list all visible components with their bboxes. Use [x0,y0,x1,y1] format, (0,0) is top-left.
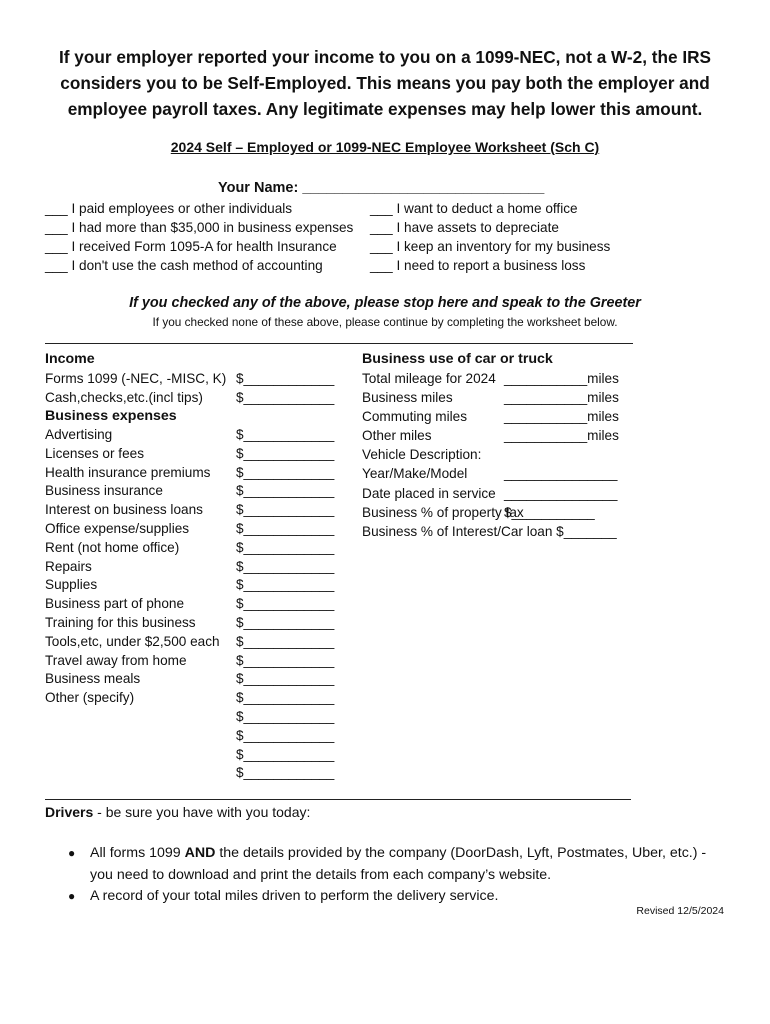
drivers-line [45,804,310,820]
form-row [45,482,355,501]
row-label: Interest on business loans [45,502,203,518]
form-row [45,558,355,577]
entry-field[interactable]: $___________ [504,504,595,520]
income-rows [45,369,355,407]
entry-field[interactable]: $____________ [236,727,335,743]
entry-field[interactable]: ___________miles [504,390,619,406]
expense-rows [45,426,355,783]
checklist-item[interactable]: ___ I paid employees or other individuals [45,201,293,216]
entry-field[interactable]: $____________ [236,614,335,630]
intro-line-2: considers you to be Self-Employed. This means you pay both the employer and [60,73,710,93]
car-heading: Business use of car or truck [362,351,553,367]
form-row [362,503,662,522]
row-label: Rent (not home office) [45,539,180,555]
drivers-list [68,843,728,908]
form-row [45,614,355,633]
row-label: Total mileage for 2024 [362,371,496,386]
entry-field[interactable]: $____________ [236,577,335,593]
checklist-item[interactable]: ___ I want to deduct a home office [370,201,578,216]
entry-field[interactable]: $____________ [236,464,335,480]
checklist-right [370,199,610,275]
row-label: Business meals [45,671,141,687]
row-label: Advertising [45,427,113,442]
form-row [45,464,355,483]
row-label: Office expense/supplies [45,520,190,536]
continue-notice: If you checked none of these above, please continue by completing the worksheet below. [152,315,618,329]
row-label: Business % of property tax [362,504,524,520]
row-label: Health insurance premiums [45,464,211,480]
entry-field[interactable]: _______________ [504,485,618,501]
row-label: Licenses or fees [45,445,144,461]
entry-field[interactable]: ___________miles [504,428,619,444]
row-label: Business insurance [45,483,163,499]
entry-field[interactable]: $____________ [236,596,335,612]
intro-line-3: employee payroll taxes. Any legitimate expenses may help lower this amount. [67,99,703,119]
intro-heading [40,44,730,122]
form-row [362,484,662,503]
bullet-text: All forms 1099 [90,845,185,861]
stop-notice: If you checked any of the above, please stop here and speak to the Greeter [129,295,641,311]
entry-field[interactable]: $____________ [236,371,335,386]
form-row [362,445,662,464]
bullet-emphasis: AND [184,845,216,861]
entry-field[interactable]: $____________ [236,445,335,461]
form-row [45,746,355,765]
car-rows [362,369,662,541]
revised-date: Revised 12/5/2024 [636,905,724,917]
checklist-left [45,199,353,275]
entry-field[interactable]: $____________ [236,633,335,649]
entry-field[interactable]: _______________ [504,466,618,482]
expenses-heading: Business expenses [45,408,177,424]
row-label: Travel away from home [45,652,187,668]
form-row [45,670,355,689]
drivers-label: Drivers [45,804,94,820]
checklist-item[interactable]: ___ I had more than $35,000 in business expenses [45,220,354,235]
entry-field[interactable]: $____________ [236,520,335,536]
entry-field[interactable]: $____________ [236,708,335,724]
entry-field[interactable]: ___________miles [504,371,619,386]
row-label: Forms 1099 (-NEC, -MISC, K) [45,371,227,386]
form-row [362,464,662,483]
form-row [45,595,355,614]
intro-line-1: If your employer reported your income to you on a 1099-NEC, not a W-2, the IRS [59,47,711,67]
form-row [45,520,355,539]
divider [45,343,633,344]
entry-field[interactable]: $____________ [236,502,335,518]
form-row [45,576,355,595]
entry-field[interactable]: $____________ [236,427,335,442]
drivers-text: - be sure you have with you today: [93,804,311,820]
entry-field[interactable]: $____________ [236,558,335,574]
bullet-icon: ● [68,889,76,903]
checklist-item[interactable]: ___ I need to report a business loss [370,258,586,273]
row-label: Vehicle Description: [362,447,482,463]
checklist-item[interactable]: ___ I keep an inventory for my business [370,239,611,254]
form-row [45,764,355,783]
form-row [45,445,355,464]
form-row [362,388,662,407]
form-row [362,522,662,541]
row-label: Date placed in service [362,485,496,501]
row-label: Repairs [45,558,92,574]
form-row [45,388,355,407]
checklist-item[interactable]: ___ I have assets to depreciate [370,220,559,235]
your-name-field[interactable]: Your Name: ______________________________ [218,180,545,196]
income-heading: Income [45,351,95,367]
form-row [45,633,355,652]
checklist-item[interactable]: ___ I received Form 1095-A for health Insurance [45,239,337,254]
entry-field[interactable]: $____________ [236,390,335,405]
list-item [68,843,728,886]
checklist-item[interactable]: ___ I don't use the cash method of accounting [45,258,323,273]
left-column [45,350,355,783]
row-label: Business miles [362,390,453,406]
entry-field[interactable]: ___________miles [504,409,619,425]
form-row [45,652,355,671]
row-label: Training for this business [45,614,196,630]
row-label: Commuting miles [362,409,467,425]
form-row [45,501,355,520]
entry-field[interactable]: $____________ [236,483,335,499]
row-label: Other miles [362,428,432,444]
form-row [45,689,355,708]
bullet-text: the details provided by the company (DoorDash, Lyft, Postmates, Uber, etc.) - you need to download and print the details from each company’s website. [90,845,707,883]
row-label: Business part of phone [45,596,185,612]
entry-field[interactable]: $____________ [236,652,335,668]
worksheet-title: 2024 Self – Employed or 1099-NEC Employee Worksheet (Sch C) [170,139,600,155]
divider [45,799,631,800]
row-label: Tools,etc, under $2,500 each [45,633,220,649]
form-row [45,539,355,558]
row-label: Supplies [45,577,98,593]
form-row [362,369,662,388]
bullet-text: A record of your total miles driven to perform the delivery service. [90,888,499,904]
entry-field[interactable]: $____________ [236,746,335,762]
row-label: Business % of Interest/Car loan $_______ [362,523,617,539]
entry-field[interactable]: $____________ [236,671,335,687]
right-column [362,350,662,541]
bullet-icon: ● [68,846,76,860]
entry-field[interactable]: $____________ [236,539,335,555]
form-row [45,426,355,445]
list-item [68,886,728,908]
entry-field[interactable]: $____________ [236,690,335,706]
form-row [45,369,355,388]
form-row [362,426,662,445]
form-row [45,727,355,746]
row-label: Year/Make/Model [362,466,468,482]
form-row [362,407,662,426]
row-label: Cash,checks,etc.(incl tips) [45,390,203,405]
entry-field[interactable]: $____________ [236,765,335,781]
form-row [45,708,355,727]
row-label: Other (specify) [45,690,135,706]
